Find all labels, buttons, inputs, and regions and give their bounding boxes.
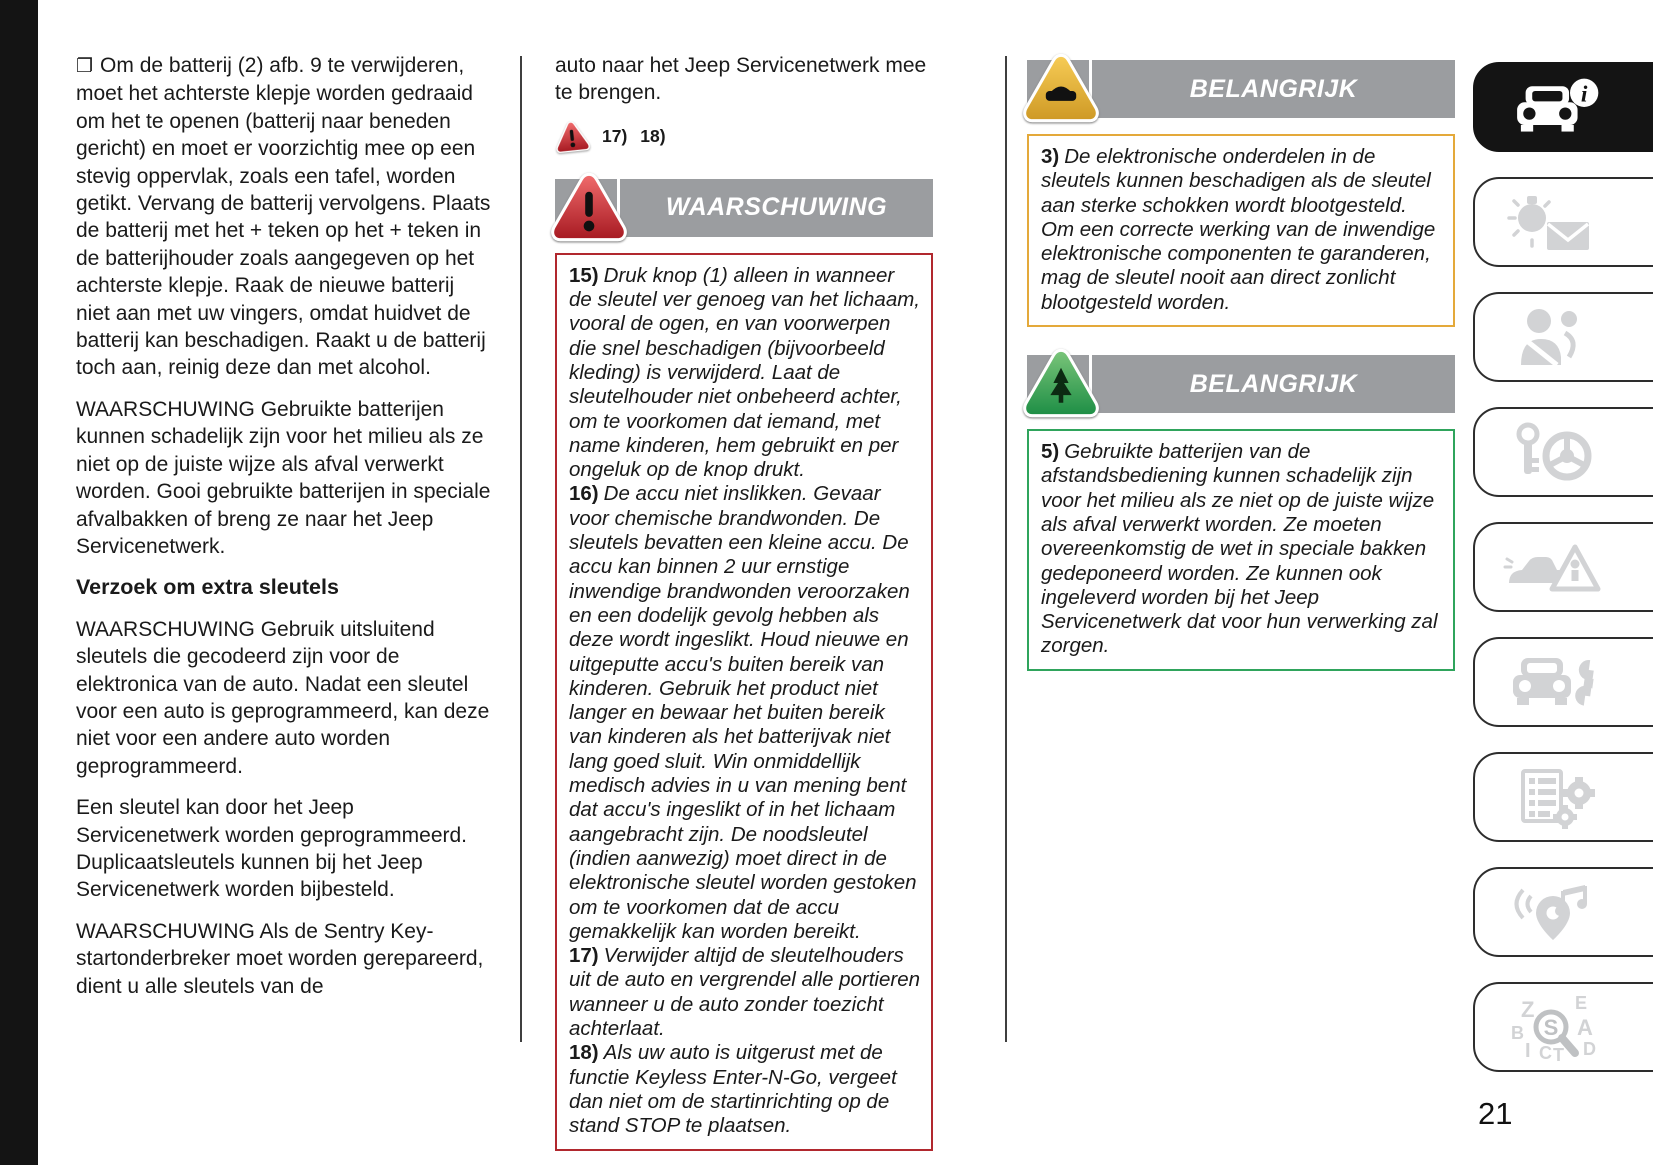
- emergency-icon: [1501, 533, 1605, 601]
- tab-vehicle-info[interactable]: [1473, 62, 1653, 152]
- paragraph: Een sleutel kan door het Jeep Servicenetwerk worden geprogrammeerd. Duplicaatsleutels kunnen bij het Jeep Servicenetwerk worden bijbesteld.: [76, 796, 468, 902]
- maintenance-icon: [1501, 648, 1605, 716]
- svg-text:B: B: [1511, 1023, 1524, 1043]
- footnote-ref: 18): [640, 126, 666, 147]
- svg-text:T: T: [1553, 1045, 1564, 1061]
- warning-icon-cell: [555, 179, 617, 237]
- tab-safety[interactable]: [1473, 292, 1653, 382]
- warning-item: 17) Verwijder altijd de sleutelhouders uit de auto en vergrendel alle portieren wanneer u de auto zonder toezicht achterlaat.: [569, 944, 921, 1041]
- keys-locks-icon: [1501, 188, 1605, 256]
- technical-data-icon: [1501, 763, 1605, 831]
- chapter-edge-band: [0, 0, 38, 1165]
- svg-text:Z: Z: [1521, 997, 1535, 1022]
- important-icon-cell: [1027, 60, 1089, 118]
- important-icon-cell: [1027, 355, 1089, 413]
- text-column-2: [555, 52, 949, 1151]
- svg-text:D: D: [1583, 1039, 1596, 1059]
- warning-triangle-icon: [551, 170, 627, 244]
- multimedia-icon: [1501, 878, 1605, 946]
- warning-item: 16) De accu niet inslikken. Gevaar voor chemische brandwonden. De sleutels bevatten een kleine accu. De accu kan binnen 2 uur ernstige inwendige brandwonden veroorzaken en een dodelijk gevolg hebben als deze wordt ingeslikt. Houd nieuwe en uitgeputte accu's buiten bereik van kinderen. Gebruik het product niet langer en bewaar het buiten bereik van kinderen als het batterijvak niet lang goed sluit. Win onmiddellijk medisch advies in u van mening bent dat accu's ingeslikt of in het lichaam aangebracht zijn. De noodsleutel (indien aanwezig) moet direct in de elektronische sleutel worden gestoken om te voorkomen dat de accu gemakkelijk kan worden bereikt.: [569, 482, 917, 943]
- paragraph: WAARSCHUWING Gebruik uitsluitend sleutels die gecodeerd zijn voor de elektronica van de auto. Nadat een sleutel voor een auto is geprogrammeerd, kan deze niet voor een andere auto worden geprogrammeerd.: [76, 617, 490, 778]
- important-box-green: [1027, 429, 1455, 671]
- svg-text:C: C: [1539, 1043, 1552, 1061]
- paragraph: auto naar het Jeep Servicenetwerk mee te brengen.: [555, 54, 927, 105]
- column-divider: [520, 56, 522, 1042]
- svg-text:i: i: [1580, 81, 1588, 108]
- tab-multimedia[interactable]: [1473, 867, 1653, 957]
- warning-header-label: WAARSCHUWING: [620, 179, 933, 237]
- paragraph: WAARSCHUWING Gebruikte batterijen kunnen schadelijk zijn voor het milieu als ze niet op de juiste wijze als afval verwerkt worden. Gooi gebruikte batterijen in speciale afvalbakken of breng ze naar het Jeep Servicenetwerk.: [76, 397, 491, 558]
- important-item: 5) Gebruikte batterijen van de afstandsbediening kunnen schadelijk zijn voor het milieu als ze niet op de juiste wijze als afval verwerkt worden. Ze moeten overeenkomstig de wet in speciale bakken gedeponeerd worden. Ze kunnen ook ingeleverd worden bij het Jeep Servicenetwerk dat voor hun verwerking zal zorgen.: [1041, 440, 1438, 658]
- warning-triangle-icon: [553, 120, 590, 154]
- alphabetical-index-icon: [1501, 993, 1605, 1061]
- tab-maintenance[interactable]: [1473, 637, 1653, 727]
- chapter-tab-sidebar: [1473, 62, 1653, 1097]
- warning-header-bar: [555, 179, 933, 237]
- svg-text:S: S: [1543, 1015, 1559, 1040]
- footnote-references: [555, 121, 949, 153]
- text-column-3: [1027, 52, 1455, 671]
- section-heading: Verzoek om extra sleutels: [76, 575, 339, 600]
- important-item: 3) De elektronische onderdelen in de sleutels kunnen beschadigen als de sleutel aan sterke schokken wordt blootgesteld. Om een correcte werking van de inwendige elektronische componenten te garanderen, mag de sleutel nooit aan direct zonlicht blootgesteld worden.: [1041, 145, 1436, 314]
- svg-text:I: I: [1525, 1040, 1531, 1061]
- tab-starting-driving[interactable]: [1473, 407, 1653, 497]
- important-header-label: BELANGRIJK: [1092, 355, 1455, 413]
- vehicle-info-icon: [1501, 73, 1605, 141]
- column-divider: [1005, 56, 1007, 1042]
- footnote-ref: 17): [602, 126, 628, 147]
- warning-item: 15) Druk knop (1) alleen in wanneer de sleutel ver genoeg van het lichaam, vooral de ogen, en van voorwerpen die snel beschadigen (bijvoorbeeld kleding) is verwijderd. Laat de sleutelhouder niet onbeheerd achter, om te voorkomen dat iemand, met name kinderen, hem gebruikt en per ongeluk op de knop drukt.: [569, 263, 921, 482]
- warning-box: [555, 253, 933, 1151]
- tab-emergency[interactable]: [1473, 522, 1653, 612]
- text-column-1: [76, 52, 492, 1014]
- tab-technical-data[interactable]: [1473, 752, 1653, 842]
- important-box-yellow: [1027, 134, 1455, 327]
- svg-text:E: E: [1575, 993, 1588, 1013]
- paragraph: WAARSCHUWING Als de Sentry Key-startonderbreker moet worden gerepareerd, dient u alle sleutels van de: [76, 919, 484, 998]
- svg-text:A: A: [1577, 1015, 1593, 1040]
- safety-seatbelt-icon: [1501, 303, 1605, 371]
- important-car-triangle-icon: [1023, 51, 1099, 125]
- paragraph-text: Om de batterij (2) afb. 9 te verwijderen, moet het achterste klepje worden gedraaid om het te openen (batterij naar beneden gericht) en moet er voorzichtig mee op een stevig oppervlak, zoals een tafel, worden getikt. Vervang de batterij vervolgens. Plaats de batterij met het + teken op het + teken in de batterijhouder zoals aangegeven op het achterste klepje. Raak de nieuwe batterij niet aan met uw vingers, omdat huidvet de batterij kan beschadigen. Raakt u de batterij toch aan, reinig deze dan met alcohol.: [76, 54, 491, 380]
- page-number: 21: [1478, 1096, 1513, 1131]
- important-header-bar: [1027, 355, 1455, 413]
- important-header-bar: [1027, 60, 1455, 118]
- tab-index[interactable]: [1473, 982, 1653, 1072]
- starting-driving-icon: [1501, 418, 1605, 486]
- important-header-label: BELANGRIJK: [1092, 60, 1455, 118]
- important-environment-triangle-icon: [1023, 346, 1099, 420]
- paragraph: [76, 52, 492, 382]
- list-marker-icon: ❐: [76, 56, 94, 77]
- tab-keys-locks[interactable]: [1473, 177, 1653, 267]
- warning-item: 18) Als uw auto is uitgerust met de functie Keyless Enter-N-Go, vergeet dan niet om de startinrichting op de stand STOP te plaatsen.: [569, 1041, 897, 1138]
